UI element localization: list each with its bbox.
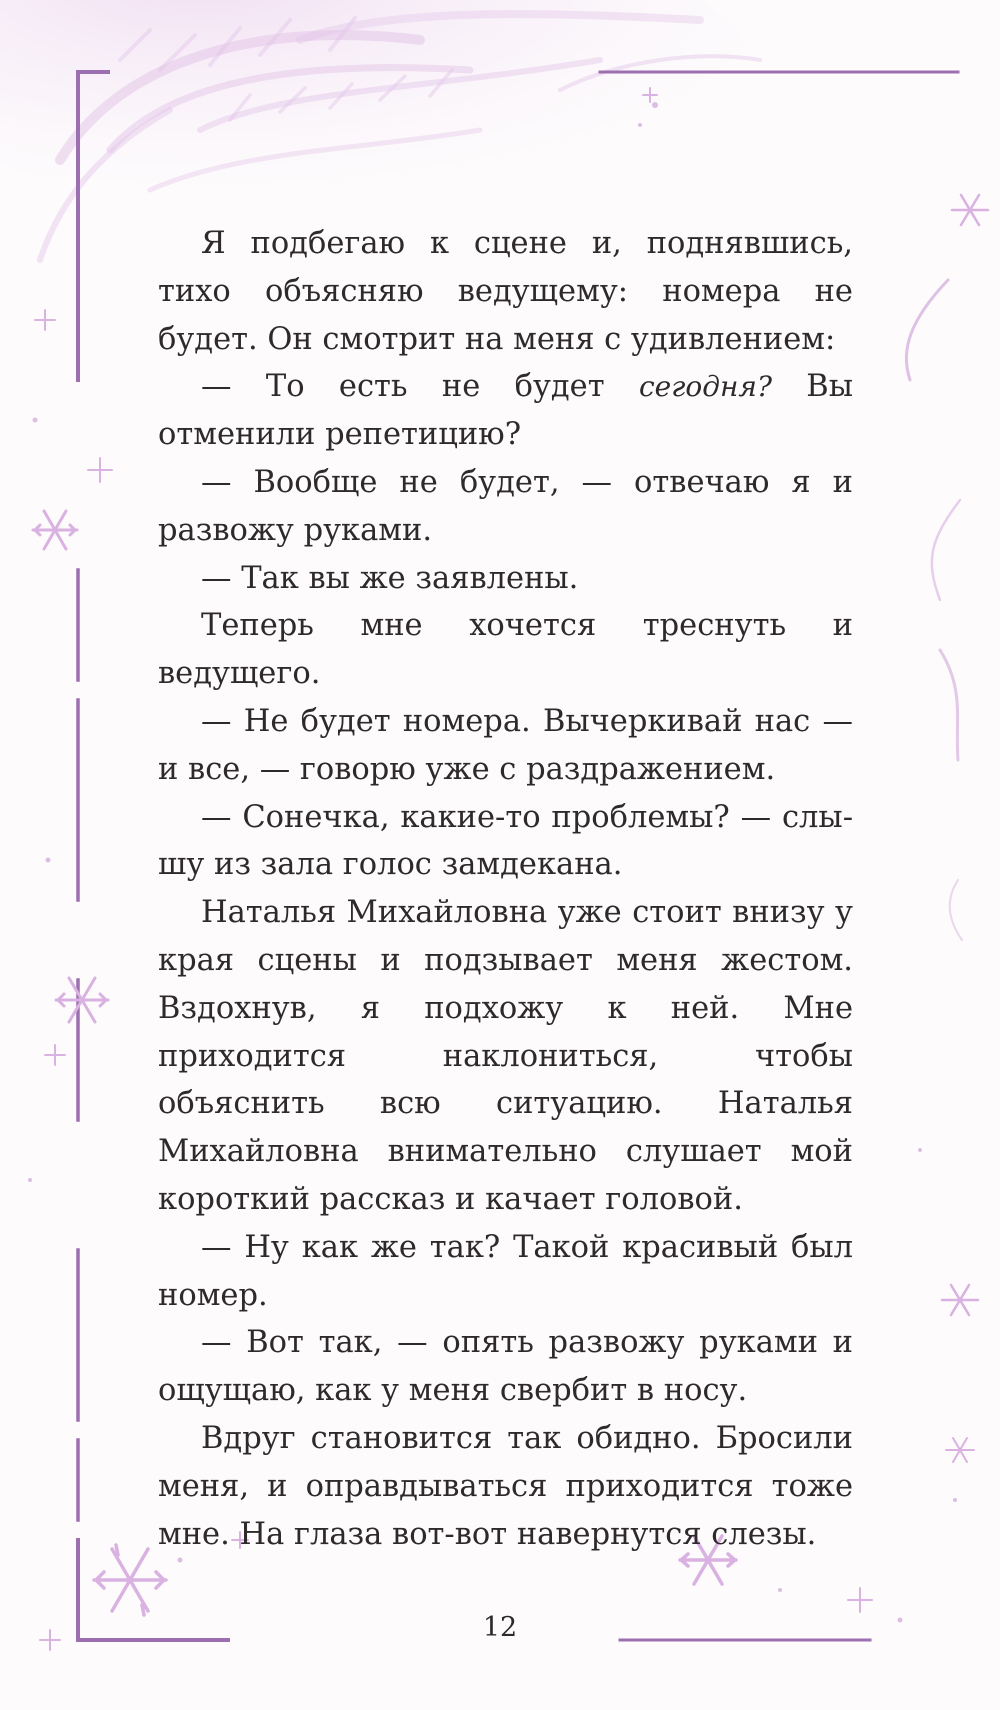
body-text	[158, 220, 853, 1558]
snowflake-icon	[942, 1285, 978, 1315]
snowflake-icon	[33, 511, 77, 549]
snowflake-icon	[56, 978, 108, 1022]
sparkle-icon	[45, 1045, 65, 1065]
paragraph-2-before: — То есть не будет	[201, 369, 639, 405]
paragraph-5: Теперь мне хочется треснуть и ведущего.	[158, 608, 853, 692]
sparkle-icon	[848, 1588, 872, 1612]
sparkle-icon	[35, 310, 55, 330]
paragraph-11: Вдруг становится так обидно. Бросили меня, и оправдываться приходится тоже мне. На глаза вот-вот навернутся слезы.	[158, 1420, 853, 1552]
paragraph-2-italic: сегодня?	[638, 370, 772, 404]
paragraph-4: — Так вы же заявлены.	[201, 560, 579, 596]
paragraph-7: — Сонечка, какие-то проблемы? — слышу из зала голос замдекана.	[158, 799, 853, 883]
sparkle-icon	[40, 1630, 60, 1650]
paragraph-1: Я подбегаю к сцене и, поднявшись, тихо объясняю ведущему: номера не будет. Он смотрит на меня с удивлением:	[158, 226, 853, 357]
sparkle-icon	[88, 458, 112, 482]
page-number: 12	[482, 1612, 518, 1643]
paragraph-3: — Вообще не будет, — отвечаю я и развожу руками.	[158, 464, 853, 548]
paragraph-2	[158, 363, 853, 459]
frost-glow	[0, 0, 750, 220]
paragraph-10: — Вот так, — опять развожу руками и ощущаю, как у меня свербит в носу.	[158, 1325, 853, 1409]
snowflake-icon	[952, 195, 988, 225]
paragraph-8: Наталья Михайловна уже стоит внизу у края сцены и подзывает меня жестом. Вздохнув, я подхожу к ней. Мне приходится наклониться, чтобы объяснить всю ситуацию. Наталья Михайловна внимательно слушает мой короткий рассказ и качает головой.	[158, 895, 853, 1217]
paragraph-2-after: Вы отменили репетицию?	[158, 369, 853, 453]
sparkle-icon	[643, 88, 657, 102]
snowflake-icon	[946, 1438, 974, 1462]
paragraph-9: — Ну как же так? Такой красивый был номер.	[158, 1229, 853, 1313]
snowflake-icon	[94, 1545, 166, 1615]
paragraph-6: — Не будет номера. Вычеркивай нас — и все, — говорю уже с раздражением.	[158, 703, 853, 787]
right-swirls	[906, 280, 962, 940]
